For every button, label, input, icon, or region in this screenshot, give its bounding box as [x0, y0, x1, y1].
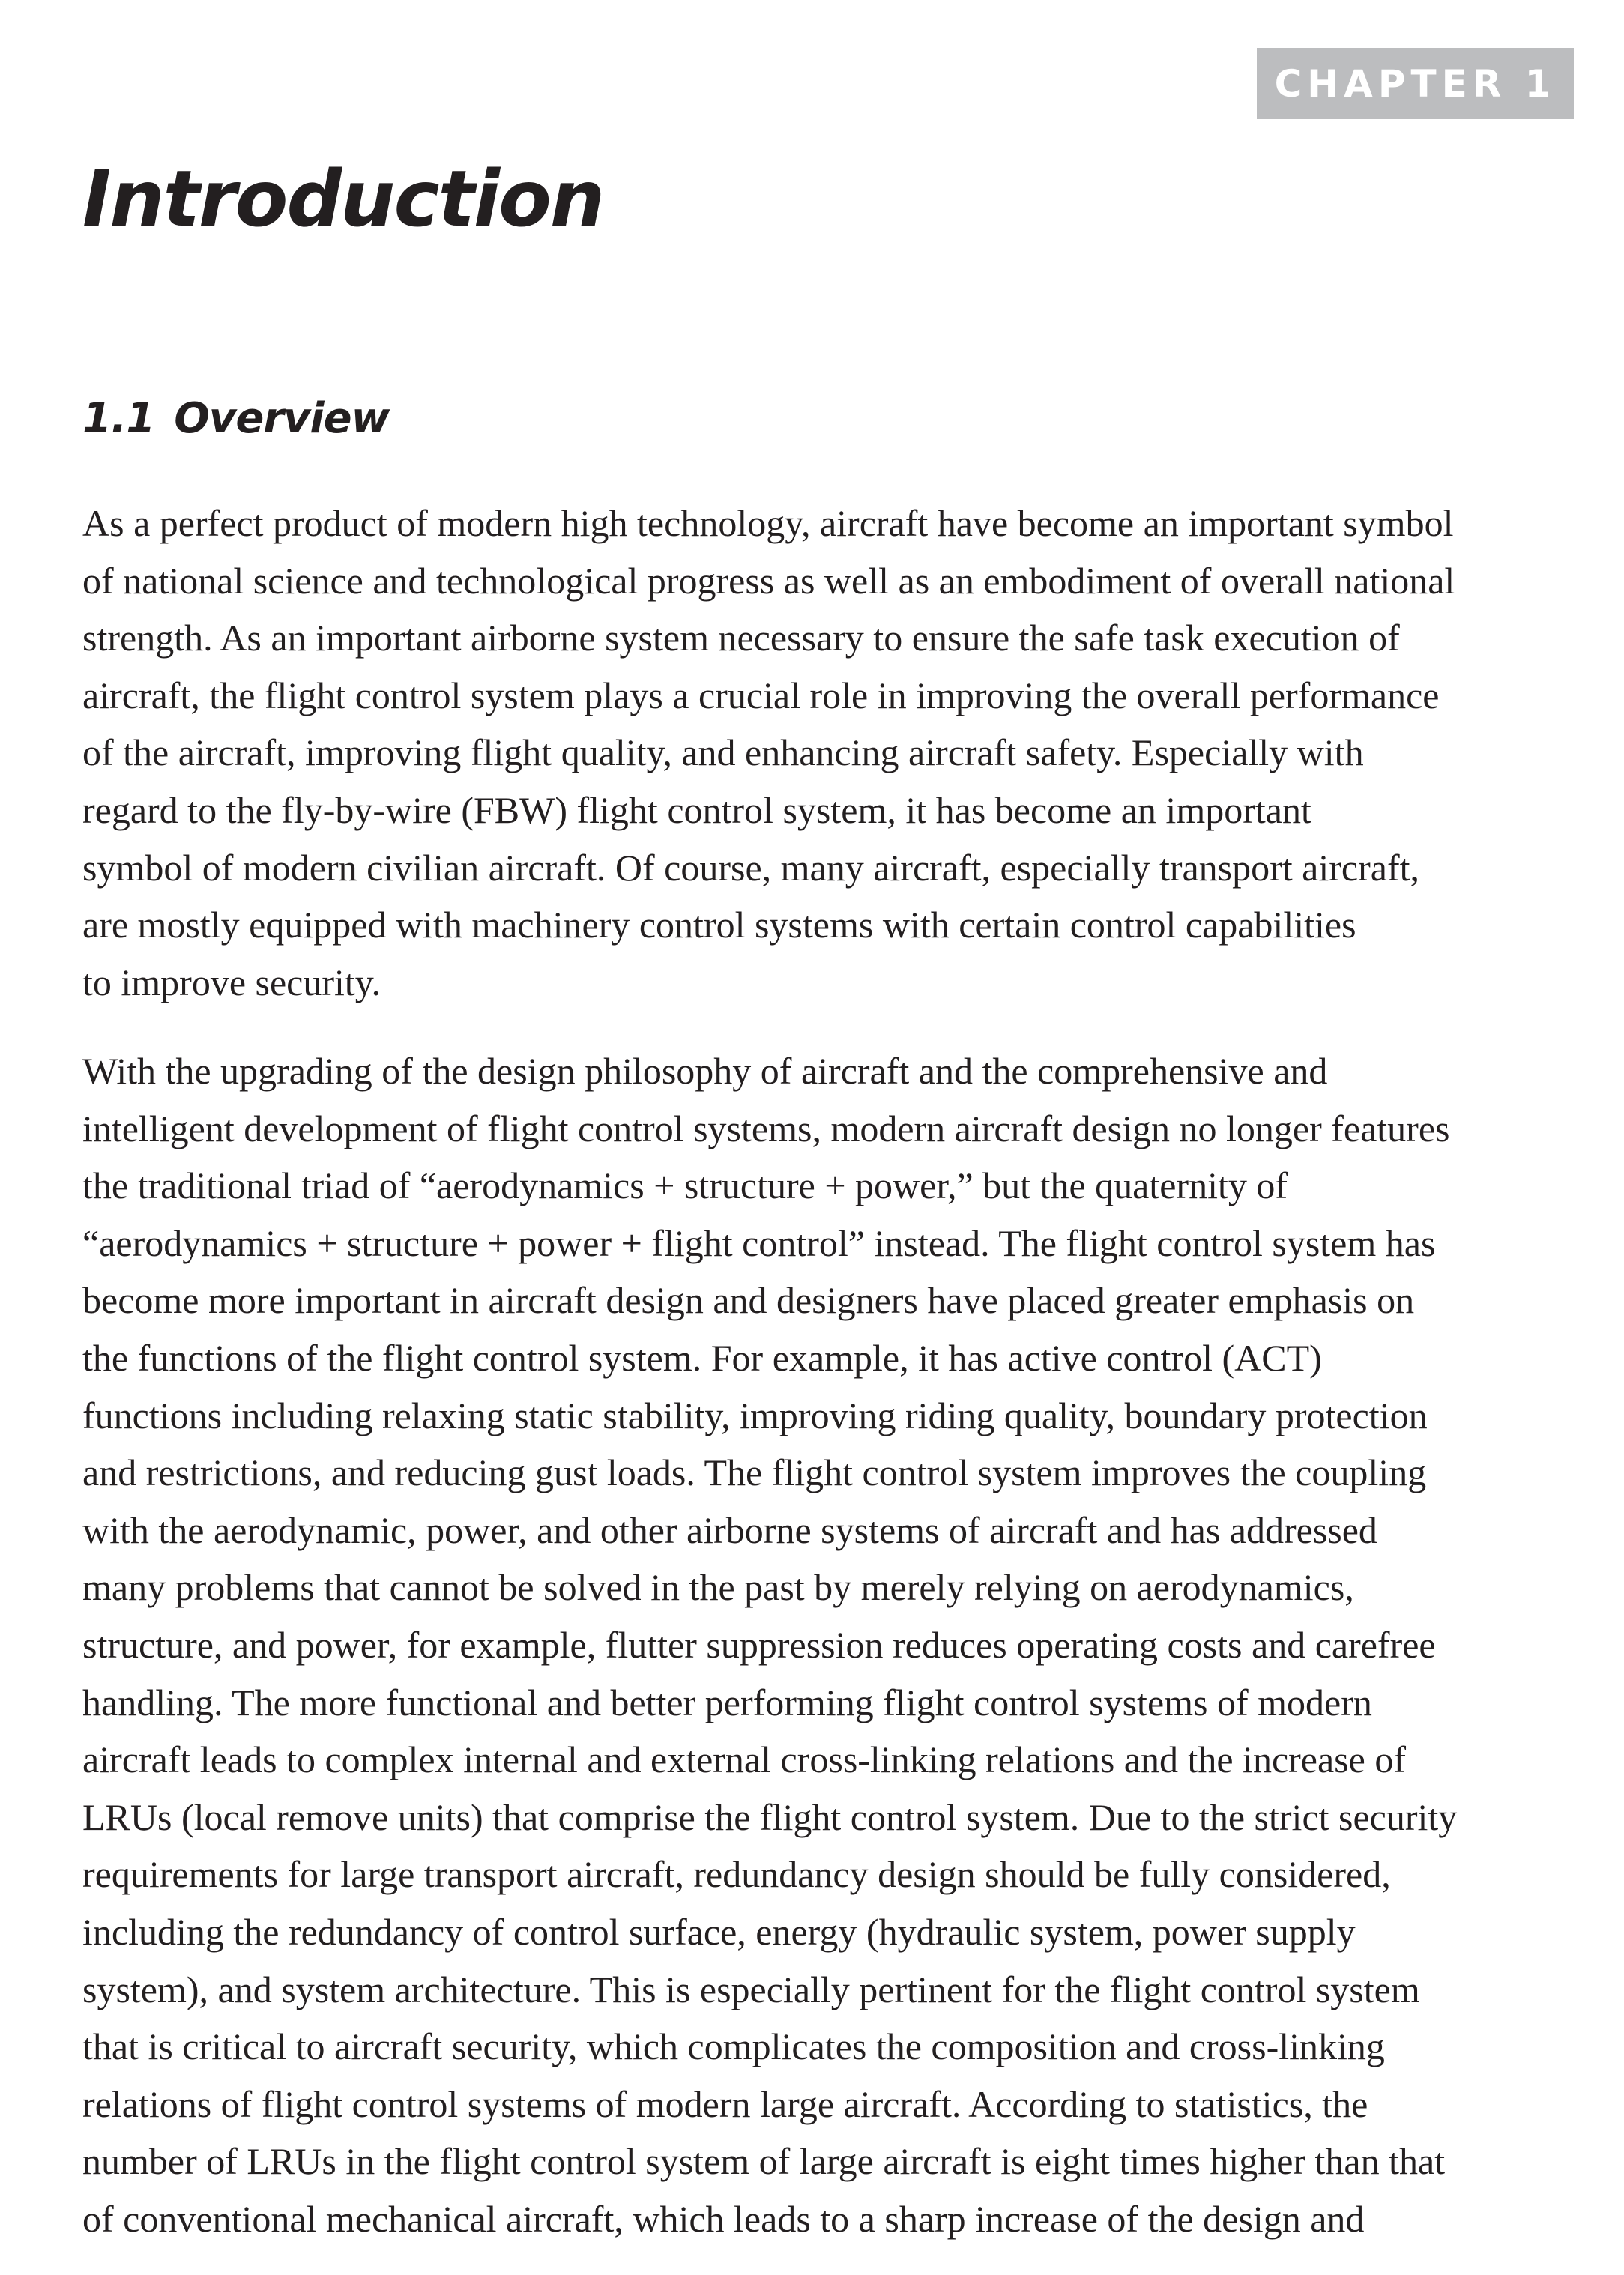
text-line: structure, and power, for example, flutter suppression reduces operating costs and carefree	[82, 1623, 1436, 1666]
text-line: of the aircraft, improving flight quality, and enhancing aircraft safety. Especially with	[82, 731, 1364, 774]
text-line: functions including relaxing static stability, improving riding quality, boundary protection	[82, 1394, 1428, 1436]
text-line: relations of flight control systems of modern large aircraft. According to statistics, the	[82, 2082, 1368, 2125]
text-line: intelligent development of flight control systems, modern aircraft design no longer features	[82, 1107, 1450, 1149]
text-line: to improve security.	[82, 961, 381, 1003]
text-line: symbol of modern civilian aircraft. Of course, many aircraft, especially transport aircraft,	[82, 846, 1419, 889]
text-line: of conventional mechanical aircraft, which leads to a sharp increase of the design and	[82, 2197, 1365, 2240]
text-line: and restrictions, and reducing gust loads. The flight control system improves the coupling	[82, 1451, 1427, 1494]
text-line: With the upgrading of the design philosophy of aircraft and the comprehensive and	[82, 1050, 1328, 1092]
text-line: including the redundancy of control surface, energy (hydraulic system, power supply	[82, 1910, 1356, 1953]
section-number: 1.1	[82, 394, 155, 443]
text-line: are mostly equipped with machinery control systems with certain control capabilities	[82, 904, 1356, 946]
text-line: “aerodynamics + structure + power + flight control” instead. The flight control system has	[82, 1221, 1436, 1264]
text-line: the traditional triad of “aerodynamics + structure + power,” but the quaternity of	[82, 1164, 1288, 1207]
text-line: that is critical to aircraft security, which complicates the composition and cross-linking	[82, 2025, 1385, 2068]
text-line: aircraft, the flight control system plays a crucial role in improving the overall performance	[82, 674, 1440, 716]
text-line: the functions of the flight control system. For example, it has active control (ACT)	[82, 1336, 1322, 1379]
text-line: number of LRUs in the flight control system of large aircraft is eight times higher than that	[82, 2140, 1446, 2183]
paragraph-2	[82, 1042, 1581, 2247]
text-line: strength. As an important airborne system necessary to ensure the safe task execution of	[82, 617, 1400, 659]
text-line: system), and system architecture. This is especially pertinent for the flight control system	[82, 1968, 1420, 2010]
text-line: As a perfect product of modern high technology, aircraft have become an important symbol	[82, 502, 1454, 544]
text-line: become more important in aircraft design and designers have placed greater emphasis on	[82, 1279, 1415, 1322]
section-title: Overview	[174, 394, 390, 443]
text-line: LRUs (local remove units) that comprise the flight control system. Due to the strict security	[82, 1795, 1458, 1838]
text-line: many problems that cannot be solved in the past by merely relying on aerodynamics,	[82, 1566, 1354, 1609]
chapter-tag: CHAPTER 1	[1257, 48, 1574, 119]
text-line: handling. The more functional and better performing flight control systems of modern	[82, 1681, 1372, 1723]
text-line: aircraft leads to complex internal and external cross-linking relations and the increase of	[82, 1738, 1406, 1781]
text-line: regard to the fly-by-wire (FBW) flight control system, it has become an important	[82, 788, 1311, 831]
text-line: requirements for large transport aircraft, redundancy design should be fully considered,	[82, 1853, 1391, 1896]
paragraph-1	[82, 495, 1581, 1011]
section-heading	[82, 389, 389, 449]
text-line: of national science and technological progress as well as an embodiment of overall national	[82, 559, 1455, 602]
text-line: with the aerodynamic, power, and other airborne systems of aircraft and has addressed	[82, 1508, 1377, 1551]
chapter-title: Introduction	[82, 154, 604, 244]
